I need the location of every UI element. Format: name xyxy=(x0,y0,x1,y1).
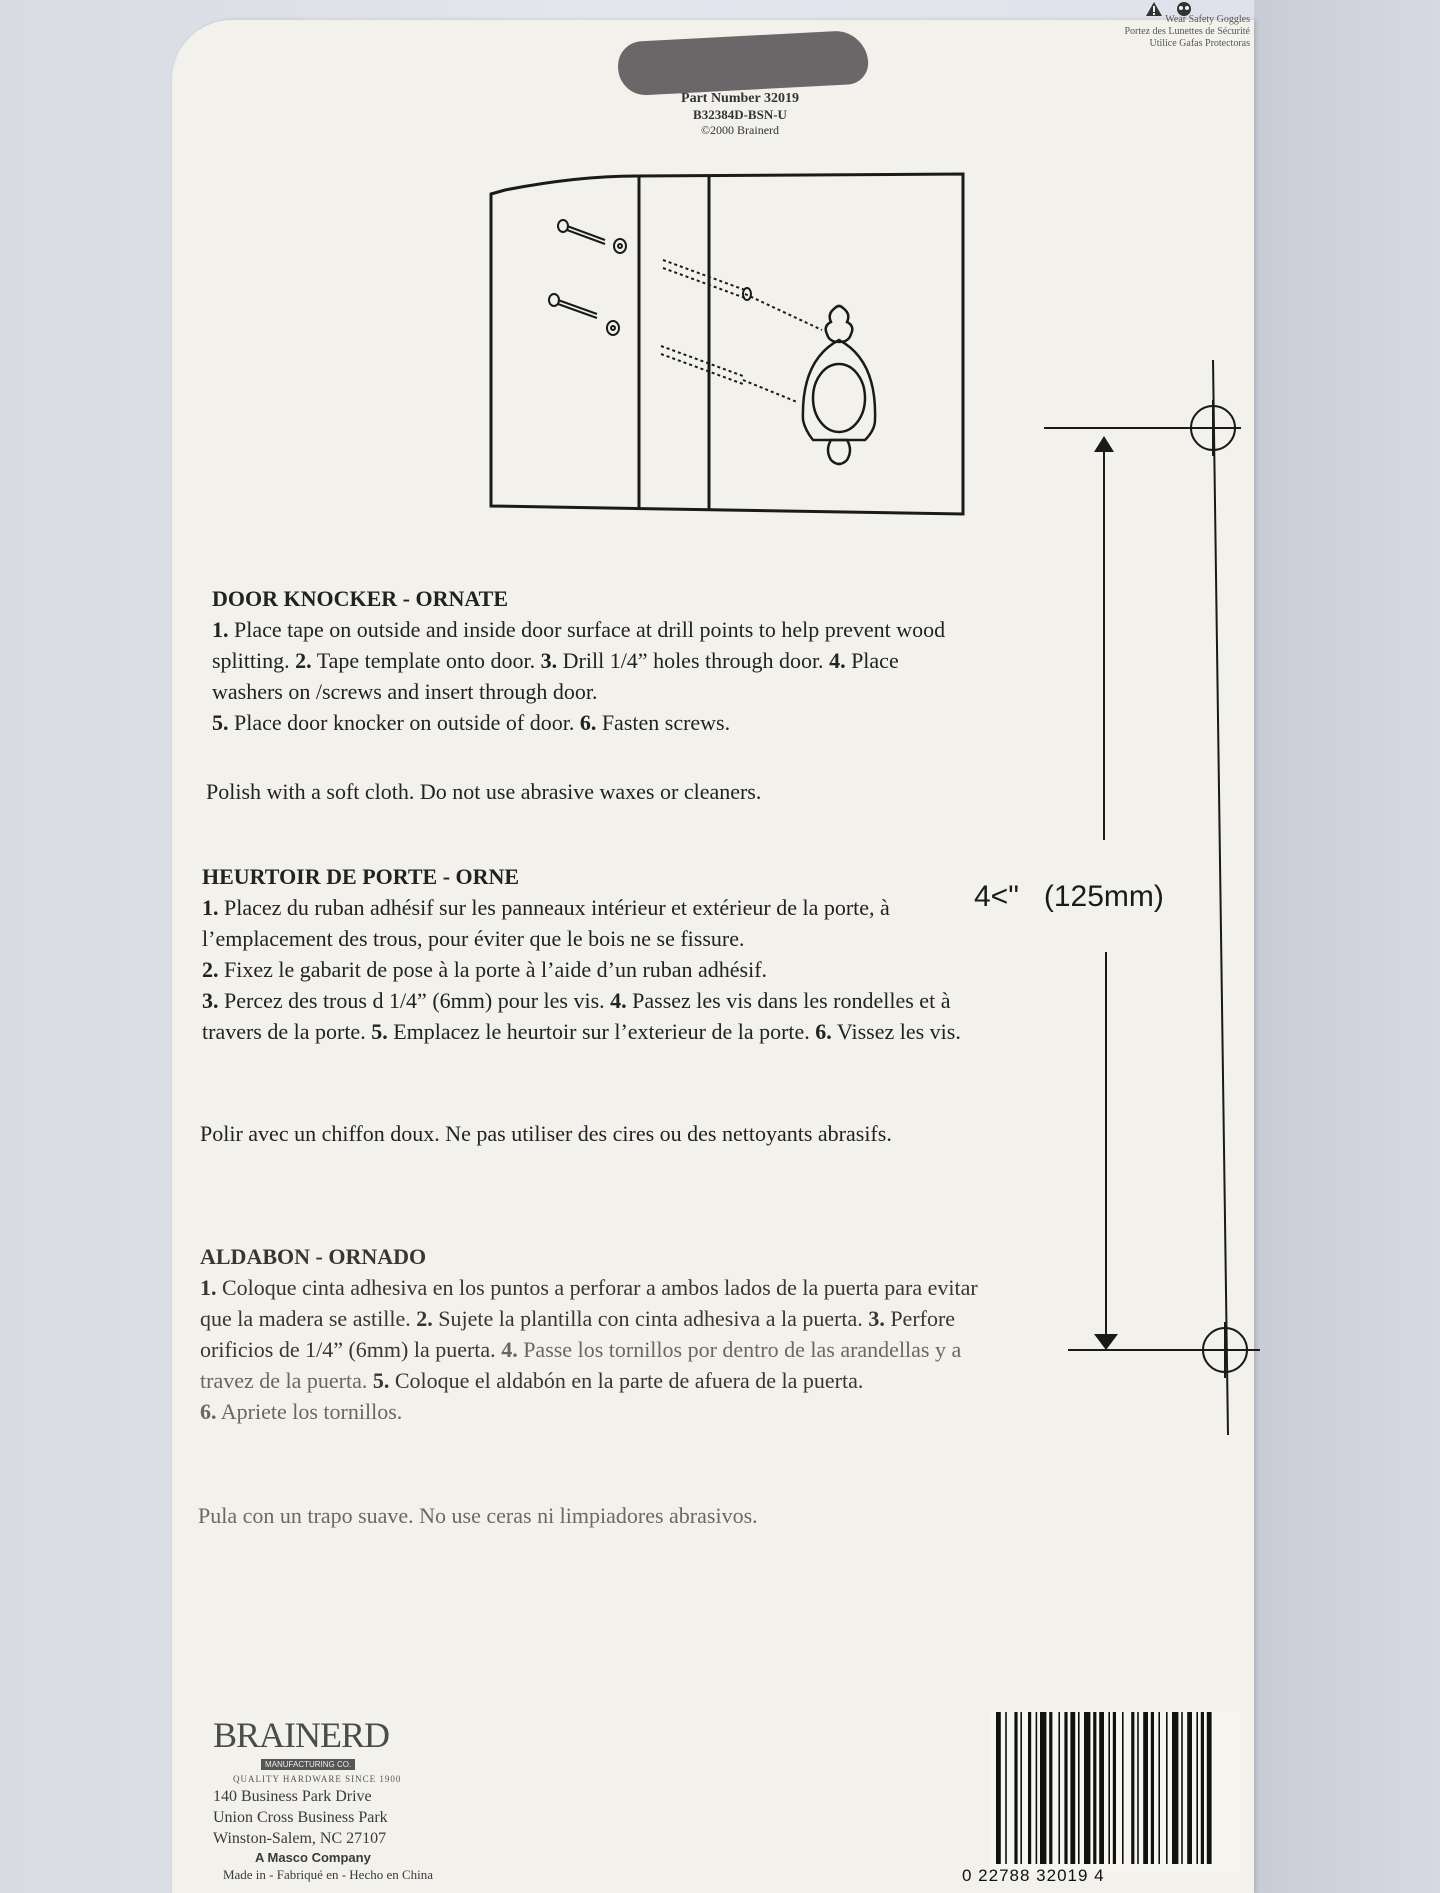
barcode-bar xyxy=(1070,1712,1075,1864)
barcode-bar xyxy=(1207,1712,1212,1864)
spanish-title: ALDABON - ORNADO xyxy=(200,1244,427,1269)
safety-line-en: Wear Safety Goggles xyxy=(1165,14,1250,25)
address-line: Winston-Salem, NC 27107 xyxy=(213,1830,387,1847)
barcode-bar xyxy=(1040,1712,1046,1864)
safety-warning xyxy=(1030,14,1250,50)
step-number: 2. xyxy=(295,648,312,673)
step-number: 3. xyxy=(540,648,558,673)
step-text: Passez les vis dans les rondelles et à travers de la porte. xyxy=(202,988,951,1044)
safety-line-es: Utilice Gafas Protectoras xyxy=(1149,38,1250,49)
step-text: Place washers on /screws and insert through door. xyxy=(212,648,899,704)
barcode-bar xyxy=(1201,1712,1204,1864)
barcode-bar xyxy=(1014,1712,1017,1864)
step-text: Placez du ruban adhésif sur les panneaux intérieur et extérieur de la porte, à l’emplacement des trous, pour éviter que le bois ne se fissure. xyxy=(202,895,890,951)
barcode-bar xyxy=(1084,1712,1090,1864)
company-name: A Masco Company xyxy=(255,1850,371,1865)
part-copyright: ©2000 Brainerd xyxy=(700,123,780,137)
step-number: 4. xyxy=(610,988,627,1013)
screw-icon xyxy=(558,220,626,253)
address-line: Union Cross Business Park xyxy=(213,1809,388,1826)
step-number: 5. xyxy=(372,1368,390,1393)
french-polish-note: Polir avec un chiffon doux. Ne pas utiliser des cires ou des nettoyants abrasifs. xyxy=(200,1121,892,1146)
barcode-bar xyxy=(1064,1712,1067,1864)
step-text: Emplacez le heurtoir sur l’exterieur de la porte. xyxy=(387,1019,816,1044)
part-info xyxy=(600,90,880,137)
step-text: Apriete los tornillos. xyxy=(216,1399,403,1424)
barcode-bar xyxy=(1028,1712,1031,1864)
barcode-digits: 0 22788 32019 4 xyxy=(962,1866,1105,1885)
step-number: 2. xyxy=(416,1306,433,1331)
step-number: 5. xyxy=(371,1019,388,1044)
step-number: 6. xyxy=(200,1399,217,1424)
section-english xyxy=(212,584,972,738)
arrow-up-icon xyxy=(1094,436,1114,452)
barcode-bar xyxy=(1181,1712,1183,1864)
step-number: 3. xyxy=(868,1306,885,1331)
barcode-bar xyxy=(1093,1712,1096,1864)
french-steps xyxy=(202,892,982,1047)
step-text: Percez des trous d 1/4” (6mm) pour les vis. xyxy=(218,988,611,1013)
step-number: 4. xyxy=(829,648,846,673)
step-text: Coloque cinta adhesiva en los puntos a perforar a ambos lados de la puerta para evitar que la madera se astille. xyxy=(200,1275,978,1331)
drill-point-crosshair-icon xyxy=(1185,400,1241,456)
barcode-icon xyxy=(990,1712,1240,1872)
step-text: Place tape on outside and inside door surface at drill points to help prevent wood splitting. xyxy=(212,617,946,673)
arrow-down-icon xyxy=(1094,1334,1118,1350)
barcode-bar xyxy=(1158,1712,1160,1864)
barcode-bar xyxy=(1172,1712,1178,1864)
step-number: 4. xyxy=(501,1337,518,1362)
logo-subtitle: MANUFACTURING CO. xyxy=(261,1759,355,1770)
door-outline xyxy=(491,174,963,514)
door-knocker-icon xyxy=(803,306,875,464)
step-number: 1. xyxy=(202,895,219,920)
spanish-steps xyxy=(200,1272,980,1427)
step-text: Passe los tornillos por dentro de las arandellas y a travez de la puerta. xyxy=(200,1337,962,1393)
barcode-bar xyxy=(1131,1712,1134,1864)
english-steps xyxy=(212,614,972,738)
address-line: 140 Business Park Drive xyxy=(213,1788,372,1805)
barcode-bar xyxy=(1036,1712,1038,1864)
step-text: Place door knocker on outside of door. xyxy=(228,710,580,735)
english-polish-note: Polish with a soft cloth. Do not use abrasive waxes or cleaners. xyxy=(206,779,762,804)
dimension-label: 4<" (125mm) xyxy=(974,880,1164,913)
background-shade xyxy=(1254,0,1440,1893)
installation-diagram xyxy=(487,170,967,520)
step-text: Vissez les vis. xyxy=(831,1019,961,1044)
step-number: 1. xyxy=(212,617,229,642)
barcode-bar xyxy=(1020,1712,1022,1864)
step-number: 3. xyxy=(202,988,219,1013)
safety-line-fr: Portez des Lunettes de Sécurité xyxy=(1124,26,1250,37)
step-text: Fasten screws. xyxy=(596,710,731,735)
section-spanish xyxy=(200,1242,980,1427)
step-number: 6. xyxy=(815,1019,832,1044)
barcode-bar xyxy=(1122,1712,1124,1864)
barcode-bar xyxy=(1113,1712,1116,1864)
part-sku: B32384D-BSN-U xyxy=(693,107,787,122)
step-text: Perfore orificios de 1/4” (6mm) la puerta. xyxy=(200,1306,956,1362)
section-french xyxy=(202,862,982,1047)
barcode-bar xyxy=(1143,1712,1148,1864)
step-text: Drill 1/4” holes through door. xyxy=(557,648,830,673)
barcode-bar xyxy=(996,1712,1001,1864)
drill-point-crosshair-icon xyxy=(1197,1322,1253,1378)
step-number: 2. xyxy=(202,957,219,982)
step-number: 5. xyxy=(212,710,229,735)
barcode-bar xyxy=(1078,1712,1080,1864)
step-text: Coloque el aldabón en la parte de afuera de la puerta. xyxy=(389,1368,864,1393)
barcode-bar xyxy=(1196,1712,1198,1864)
brand-tagline: QUALITY HARDWARE SINCE 1900 xyxy=(233,1774,402,1784)
barcode-bar xyxy=(1049,1712,1052,1864)
barcode-bar xyxy=(1187,1712,1192,1864)
spanish-polish-note: Pula con un trapo suave. No use ceras ni limpiadores abrasivos. xyxy=(198,1503,758,1528)
english-title: DOOR KNOCKER - ORNATE xyxy=(212,586,508,611)
barcode-bar xyxy=(1166,1712,1168,1864)
screw-icon xyxy=(549,294,619,335)
drill-hole-path xyxy=(661,260,822,402)
step-text: Sujete la plantilla con cinta adhesiva a la puerta. xyxy=(432,1306,869,1331)
step-text: Fixez le gabarit de pose à la porte à l’aide d’un ruban adhésif. xyxy=(218,957,768,982)
step-number: 6. xyxy=(579,710,597,735)
barcode-bar xyxy=(1137,1712,1139,1864)
step-text: Tape template onto door. xyxy=(311,648,541,673)
brainerd-logo: BRAINERD xyxy=(213,1715,390,1755)
made-in-label: Made in - Fabriqué en - Hecho en China xyxy=(222,1867,434,1882)
barcode-bar xyxy=(1005,1712,1007,1864)
barcode-bar xyxy=(1099,1712,1104,1864)
brand-block xyxy=(213,1716,473,1883)
part-number: Part Number 32019 xyxy=(681,91,799,106)
step-number: 1. xyxy=(200,1275,217,1300)
barcode-bar xyxy=(1151,1712,1154,1864)
barcode-bar xyxy=(1058,1712,1060,1864)
barcode-bar xyxy=(1108,1712,1110,1864)
french-title: HEURTOIR DE PORTE - ORNE xyxy=(202,864,520,889)
